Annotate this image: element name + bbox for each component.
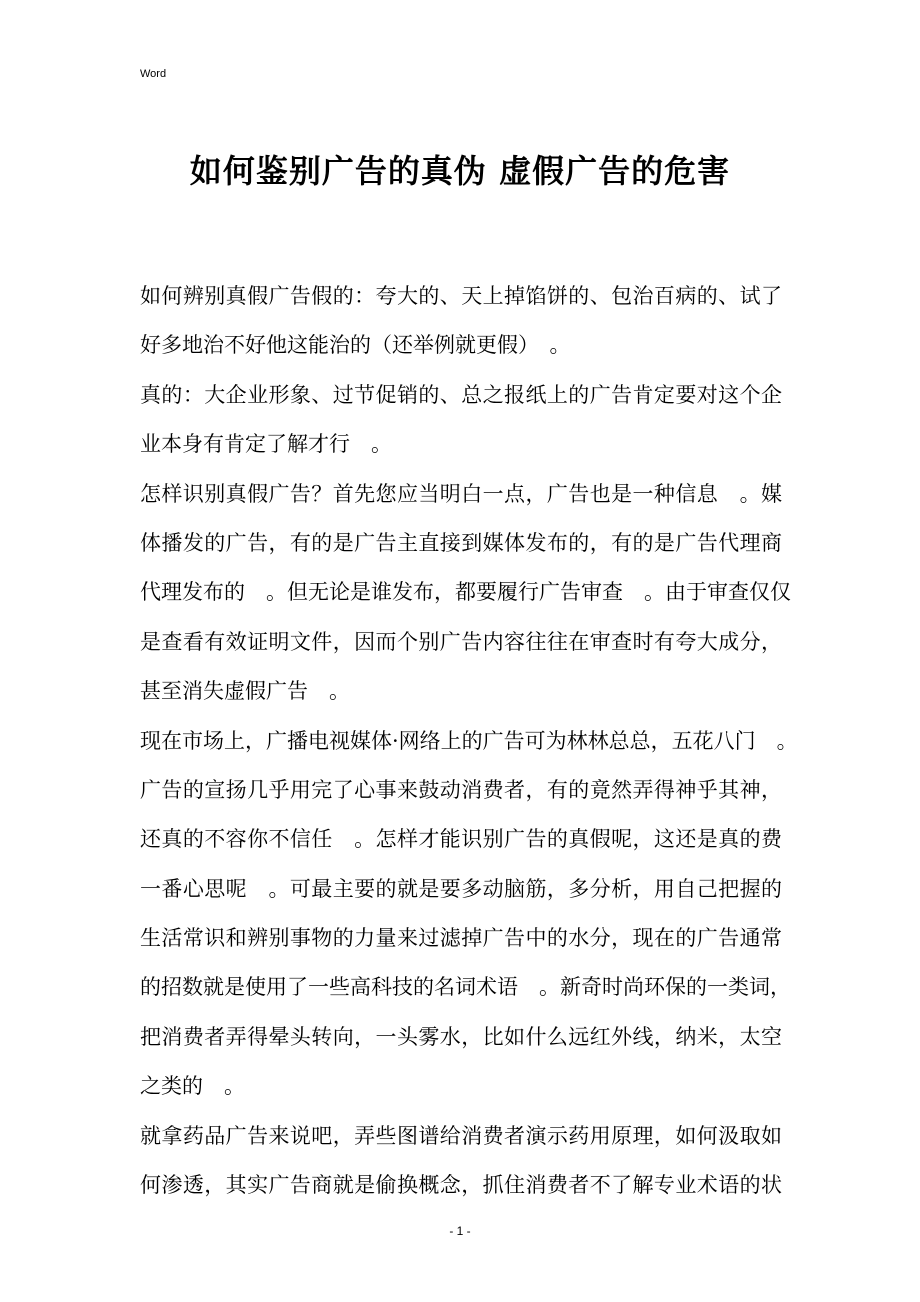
page-number: - 1 - <box>449 1224 471 1238</box>
text-line: 还真的不容你不信任 。怎样才能识别广告的真假呢，这还是真的费 <box>140 827 782 852</box>
text-line: 体播发的广告，有的是广告主直接到媒体发布的，有的是广告代理商 <box>140 530 782 555</box>
text-line: 如何辨别真假广告假的：夸大的、天上掉馅饼的、包治百病的、试了 <box>140 284 782 308</box>
text-line: 广告的宣扬几乎用完了心事来鼓动消费者，有的竟然弄得神乎其神， <box>140 777 782 802</box>
text-line: 甚至消失虚假广告 。 <box>140 679 350 704</box>
text-line: 好多地治不好他这能治的（还举例就更假） 。 <box>140 333 571 358</box>
text-line: 真的：大企业形象、过节促销的、总之报纸上的广告肯定要对这个企 <box>140 382 782 407</box>
text-line: 的招数就是使用了一些高科技的名词术语 。新奇时尚环保的一类词， <box>140 975 791 1000</box>
document-body <box>140 272 798 1210</box>
document-title: 如何鉴别广告的真伪 虚假广告的危害 <box>189 152 731 190</box>
text-line: 是查看有效证明文件，因而个别广告内容往往在审查时有夸大成分， <box>140 629 782 654</box>
text-line: 代理发布的 。但无论是谁发布，都要履行广告审查 。由于审查仅仅 <box>140 580 791 605</box>
text-line: 何渗透，其实广告商就是偷换概念，抓住消费者不了解专业术语的状 <box>140 1173 782 1198</box>
text-line: 之类的 。 <box>140 1074 245 1099</box>
text-line: 把消费者弄得晕头转向，一头雾水，比如什么远红外线，纳米，太空 <box>140 1024 782 1049</box>
text-line: 怎样识别真假广告？首先您应当明白一点，广告也是一种信息 。媒 <box>140 481 782 506</box>
text-line: 现在市场上，广播电视媒体·网络上的广告可为林林总总，五花八门 。 <box>140 728 798 753</box>
text-line: 生活常识和辨别事物的力量来过滤掉广告中的水分，现在的广告通常 <box>140 926 782 951</box>
text-line: 一番心思呢 。可最主要的就是要多动脑筋，多分析，用自己把握的 <box>140 876 782 901</box>
document-header: Word <box>140 68 167 80</box>
text-line: 就拿药品广告来说吧，弄些图谱给消费者演示药用原理，如何汲取如 <box>140 1123 782 1148</box>
text-line: 业本身有肯定了解才行 。 <box>140 432 392 457</box>
